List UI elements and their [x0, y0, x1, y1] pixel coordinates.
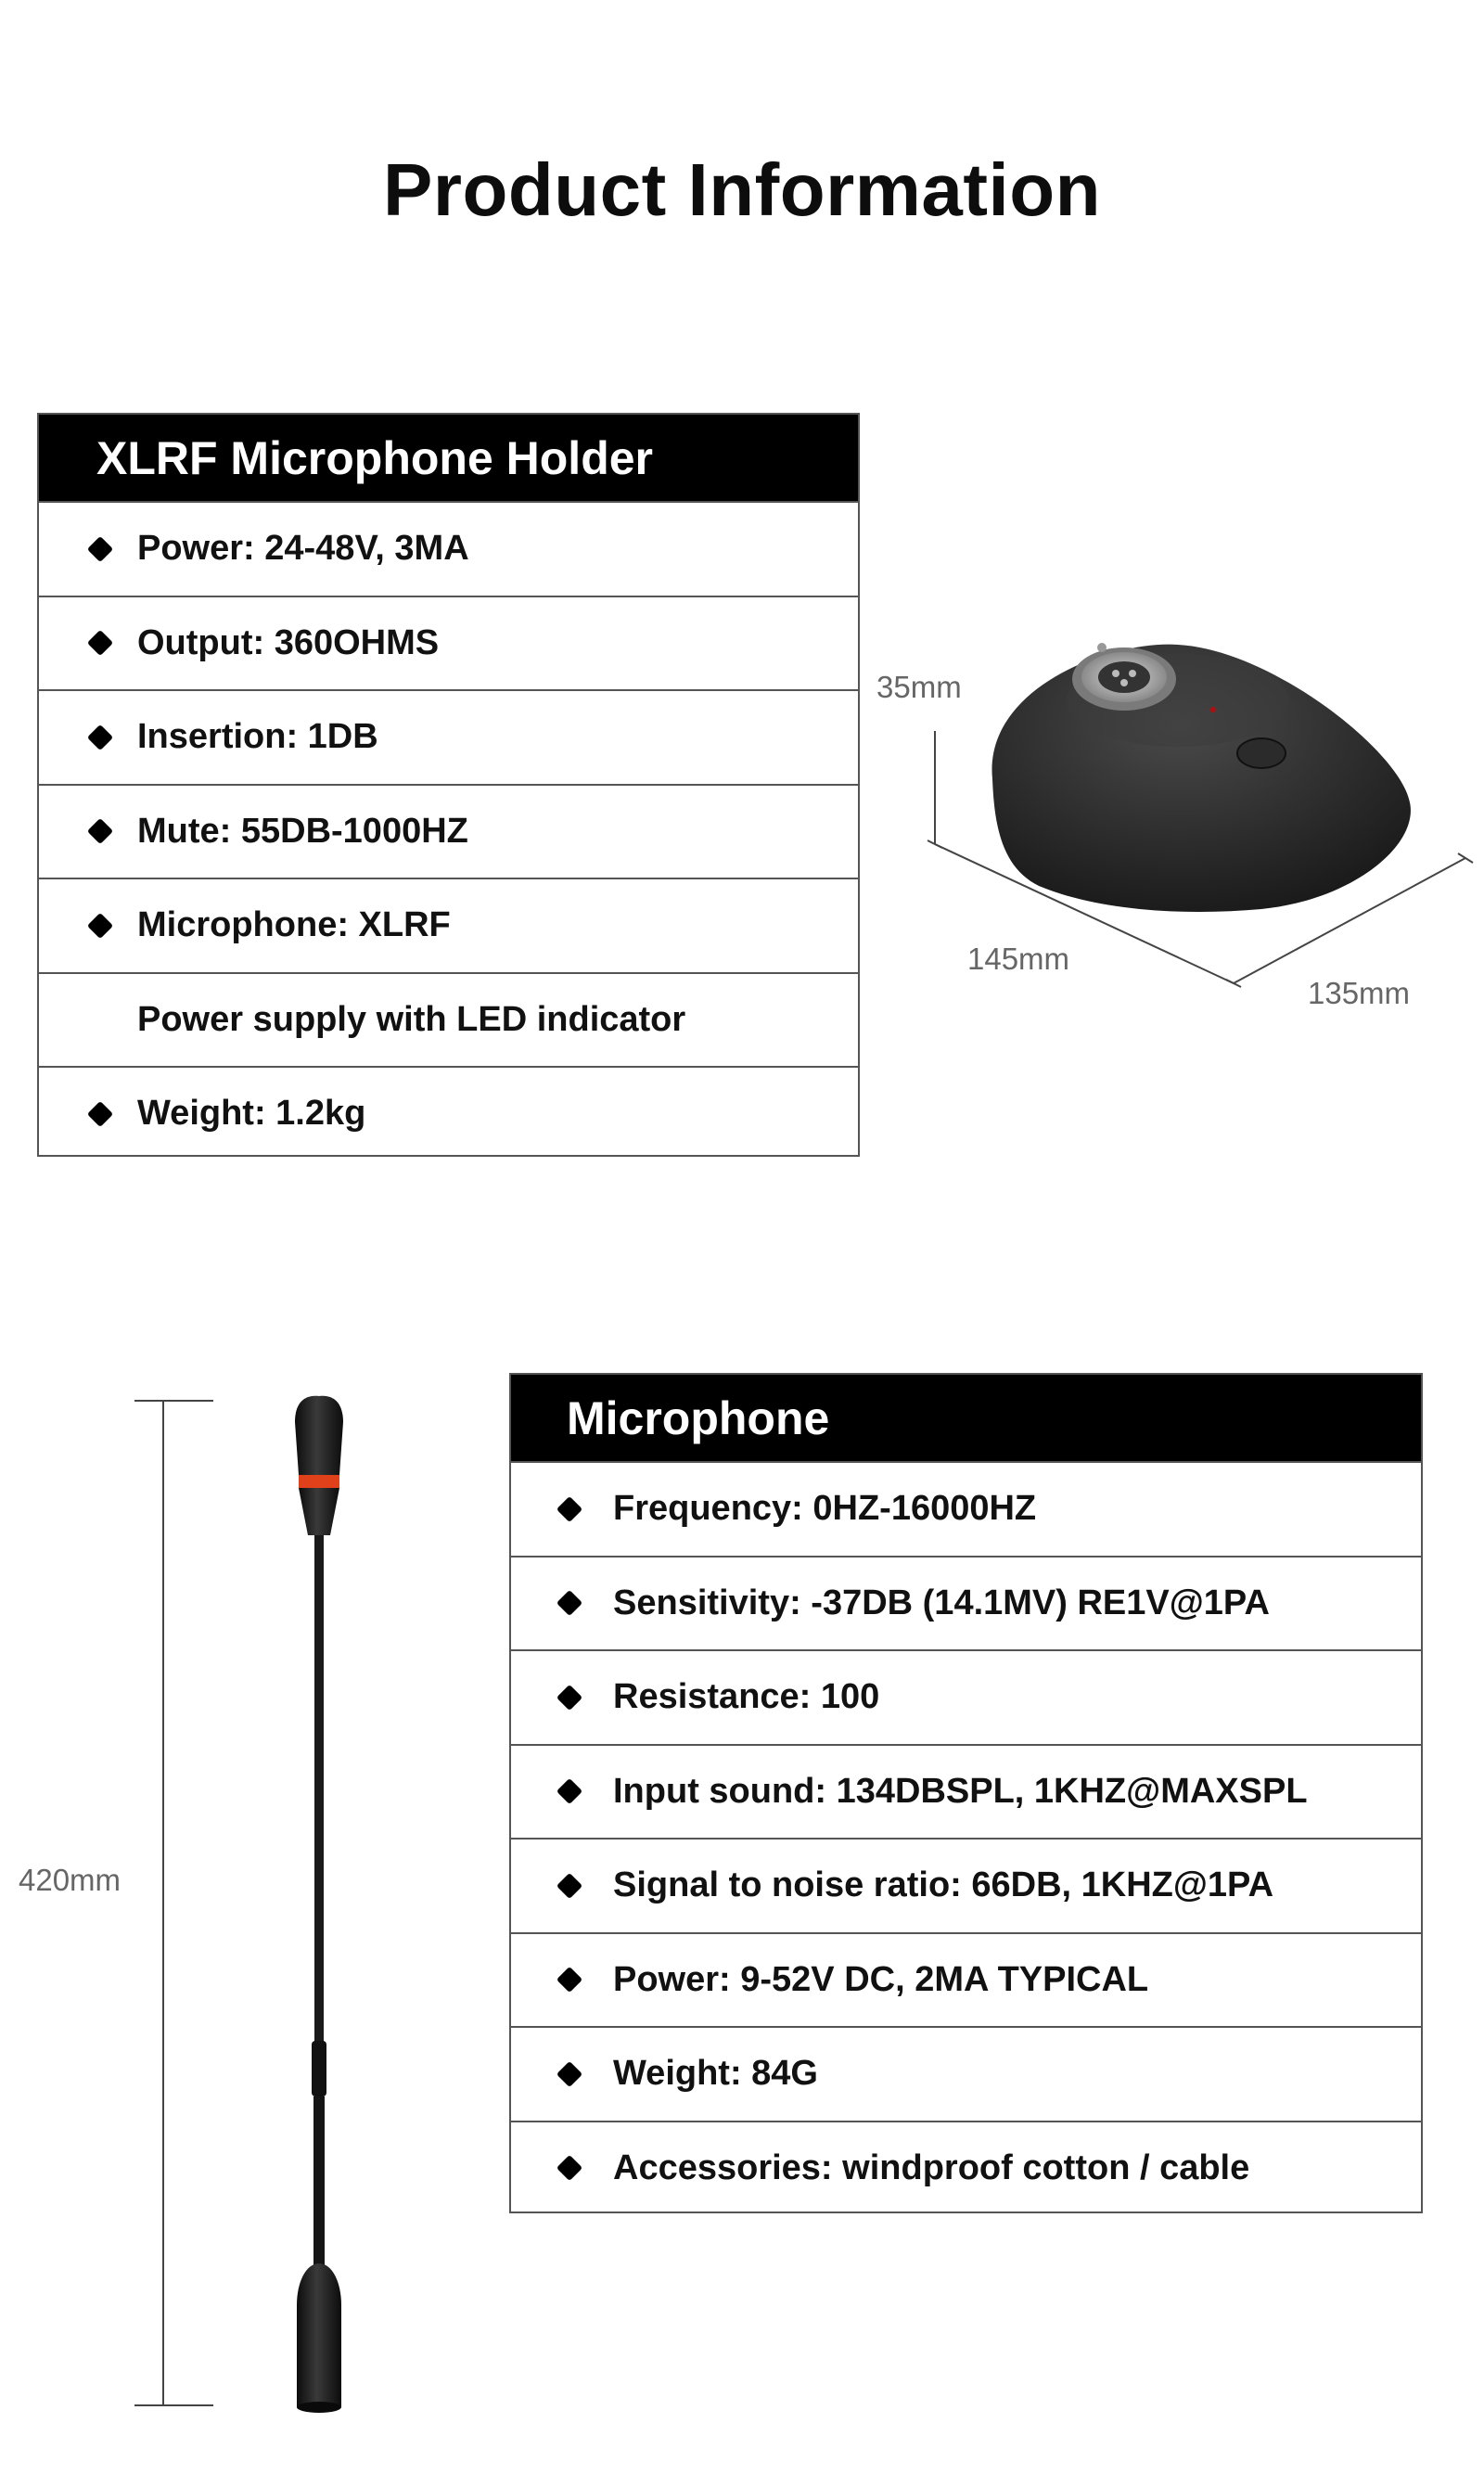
holder-spec-row [39, 784, 858, 878]
diamond-bullet-icon [556, 1967, 582, 1993]
diamond-bullet-icon [556, 2061, 582, 2087]
microphone-table-title: Microphone [511, 1375, 1421, 1461]
microphone-spec-row [511, 2026, 1421, 2121]
holder-spec-text: Power: 24-48V, 3MA [137, 529, 469, 569]
diamond-bullet-icon [556, 1685, 582, 1711]
holder-spec-row [39, 689, 858, 784]
diamond-bullet-icon [87, 818, 113, 844]
holder-spec-row [39, 878, 858, 972]
holder-spec-table [37, 413, 860, 1157]
holder-spec-text: Insertion: 1DB [137, 717, 378, 757]
diamond-bullet-icon [87, 724, 113, 750]
microphone-spec-text: Input sound: 134DBSPL, 1KHZ@MAXSPL [613, 1771, 1308, 1811]
holder-spec-text: Weight: 1.2kg [137, 1094, 366, 1134]
microphone-spec-text: Weight: 84G [613, 2054, 818, 2094]
microphone-spec-text: Power: 9-52V DC, 2MA TYPICAL [613, 1959, 1149, 1999]
microphone-base-illustration [872, 612, 1484, 1039]
diamond-bullet-icon [556, 1496, 582, 1522]
microphone-spec-row [511, 1932, 1421, 2027]
diamond-bullet-icon [556, 1873, 582, 1899]
page-title: Product Information [383, 147, 1101, 231]
holder-spec-row [39, 1066, 858, 1160]
diamond-bullet-icon [87, 630, 113, 656]
holder-spec-text: Microphone: XLRF [137, 905, 451, 945]
diamond-bullet-icon [556, 1590, 582, 1616]
holder-spec-text: Mute: 55DB-1000HZ [137, 811, 468, 851]
microphone-spec-text: Sensitivity: -37DB (14.1MV) RE1V@1PA [613, 1583, 1270, 1622]
diamond-bullet-icon [556, 1778, 582, 1804]
holder-spec-text: Power supply with LED indicator [137, 999, 686, 1039]
microphone-spec-row [511, 1744, 1421, 1839]
holder-table-title: XLRF Microphone Holder [39, 415, 858, 501]
microphone-spec-text: Resistance: 100 [613, 1677, 880, 1717]
microphone-spec-table [509, 1373, 1423, 2213]
diamond-bullet-icon [556, 2155, 582, 2181]
microphone-length-label: 420mm [19, 1863, 122, 1897]
microphone-spec-row [511, 1838, 1421, 1932]
holder-height-label: 35mm [876, 670, 962, 704]
microphone-spec-row [511, 1649, 1421, 1744]
diamond-bullet-icon [87, 913, 113, 939]
diamond-bullet-icon [87, 1101, 113, 1127]
microphone-spec-text: Signal to noise ratio: 66DB, 1KHZ@1PA [613, 1865, 1274, 1905]
holder-spec-text: Output: 360OHMS [137, 622, 440, 662]
holder-spec-row [39, 972, 858, 1067]
microphone-spec-row [511, 1461, 1421, 1556]
microphone-spec-row [511, 2121, 1421, 2215]
microphone-spec-row [511, 1556, 1421, 1650]
holder-width-label: 135mm [1308, 976, 1411, 1010]
holder-length-label: 145mm [967, 942, 1070, 976]
gooseneck-microphone-illustration [121, 1387, 399, 2430]
microphone-spec-text: Frequency: 0HZ-16000HZ [613, 1489, 1037, 1529]
holder-spec-row [39, 501, 858, 596]
holder-spec-row [39, 596, 858, 690]
microphone-spec-text: Accessories: windproof cotton / cable [613, 2147, 1250, 2187]
diamond-bullet-icon [87, 536, 113, 562]
